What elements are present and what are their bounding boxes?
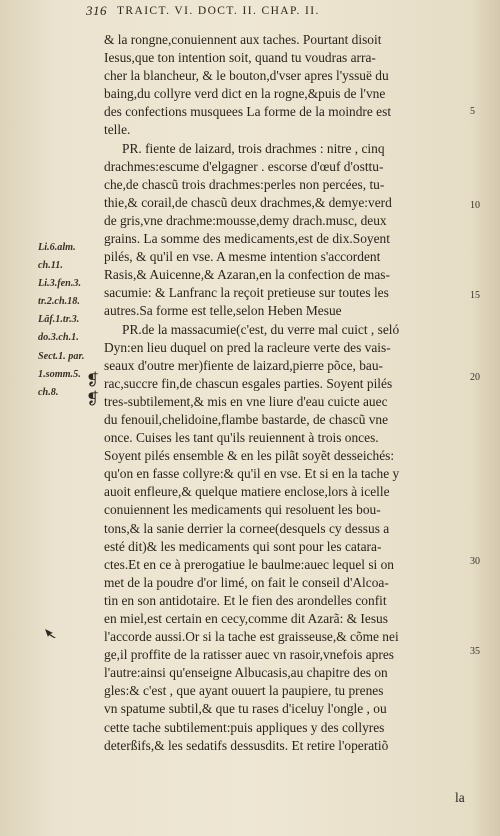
page-header [86,0,492,22]
marginal-note: Li.3.fen.3. [38,278,82,290]
marginal-note: ch.11. [38,260,63,272]
pilcrow-mark: ❡ [86,370,100,389]
text-line: cette tache subtilement:puis appliques y des collyres [104,719,385,735]
marginal-note: Lāf.1.tr.3. [38,314,80,326]
text-line: drachmes:escume d'elgagner . escorse d'œuf d'osttu- [104,158,384,174]
marginal-note: Li.6.alm. [38,242,76,253]
text-line: qu'on en fasse collyre:& qu'il en vse. Et si en la tache y [104,466,400,482]
text-line: conuiennent les medicaments qui resoluent les bou- [104,502,381,518]
text-line: cher la blancheur, & le bouton,d'vser apres l'yssuë du [104,68,389,84]
text-line: tons,& la sanie derrier la cornee(desquels cy dessus a [104,520,390,536]
text-line: ge,il proffite de la ratisser auec vn rasoir,vnefois apres [104,647,394,663]
text-line: baing,du collyre verd dict en la rogne,&puis de l'vne [104,86,386,102]
text-line: de gris,vne drachme:mousse,demy drach.musc, deux [104,212,387,228]
text-line: l'autre:ainsi qu'enseigne Albucasis,au chapitre des on [104,665,388,681]
text-line: & la rongne,conuiennent aux taches. Pourtant disoit [104,32,382,47]
text-line: du fenouil,chelidoine,flambe bastarde, de chascũ vne [104,411,389,427]
pilcrow-mark: ❡ [86,389,100,408]
line-number: 15 [470,290,480,301]
line-number: 10 [470,200,480,211]
text-line: en miel,est certain en cecy,comme dit Azarã: & Iesus [104,611,388,626]
text-line: esté dit)& les medicaments qui sont pour les catara- [104,538,382,554]
catchword: la [455,790,465,805]
text-line: des confections musquees La forme de la moindre est [104,104,392,120]
marginal-note: do.3.ch.1. [38,332,79,344]
body-text [104,31,464,755]
text-line: telle. [104,122,131,138]
text-line: Iesus,que ton intention soit, quand tu voudras arra- [104,50,376,66]
text-line: deterßifs,& les sedatifs dessusdits. Et retire l'operatiõ [104,737,389,753]
text-line: met de la poudre d'or limé, on fait le conseil d'Alcoa- [104,574,389,590]
running-title: TRAICT. VI. DOCT. II. CHAP. II. [117,5,320,17]
text-line: rac,succre fin,de chascun esgales parties. Soyent pilés [104,375,393,391]
line-number: 5 [470,106,475,117]
line-number: 35 [470,646,480,657]
text-line: PR. fiente de laizard, trois drachmes : nitre , cinq [122,140,385,156]
marginal-note: ch.8. [38,386,59,398]
page-number: 316 [86,3,107,18]
line-number: 20 [470,372,480,383]
marginal-note: tr.2.ch.18. [38,296,80,308]
text-line: tin en son antidotaire. Et le fien des arondelles confit [104,592,387,608]
marginal-note: 1.somm.5. [38,368,81,380]
text-line: vn spatume subtil,& que tu rases d'iceluy l'ongle , ou [104,701,387,717]
text-line: tres-subtilement,& mis en vne liure d'eau cuicte auec [104,393,388,409]
text-line: Rasis,& Auicenne,& Azaran,en la confection de mas- [104,267,390,283]
text-line: gles:& c'est , que ayant ouuert la paupiere, tu prenes [104,683,384,699]
text-line: auoit enfleure,& quelque matiere enclose,lors à icelle [104,484,390,500]
text-line: autres.Sa forme est telle,selon Heben Mesue [104,303,342,319]
text-line: ctes.Et en ce à prerogatiue le baulme:auec lequel si on [104,556,394,572]
text-line: Dyn:en lieu duquel on pred la racleure verte des vais- [104,339,391,355]
text-line: once. Cuises les tant qu'ils reuiennent à trois onces. [104,430,379,446]
text-line: pilés, & qu'il en vse. A mesme intention s'accordent [104,249,381,265]
text-line: grains. La somme des medicaments,est de dix.Soyent [104,231,390,247]
marginal-note: Sect.1. par. [38,350,85,362]
line-number: 30 [470,556,480,567]
pointing-hand-icon [44,624,58,643]
text-line: Soyent pilés ensemble & en les pilãt soyẽt desseichés: [104,448,395,464]
text-line: PR.de la massacumie(c'est, du verre mal cuict , seló [122,321,400,337]
text-line: sacumie: & Lanfranc la reçoit pretieuse sur toutes les [104,285,389,301]
text-line: che,de chascũ trois drachmes:perles non percées, tu- [104,176,385,192]
text-line: l'accorde aussi.Or si la tache est graisseuse,& cõme nei [104,629,399,645]
text-line: seaux d'outre mer)fiente de laizard,pierre põce, bau- [104,357,384,373]
text-line: thie,& corail,de chascũ deux drachmes,& demye:verd [104,194,392,210]
